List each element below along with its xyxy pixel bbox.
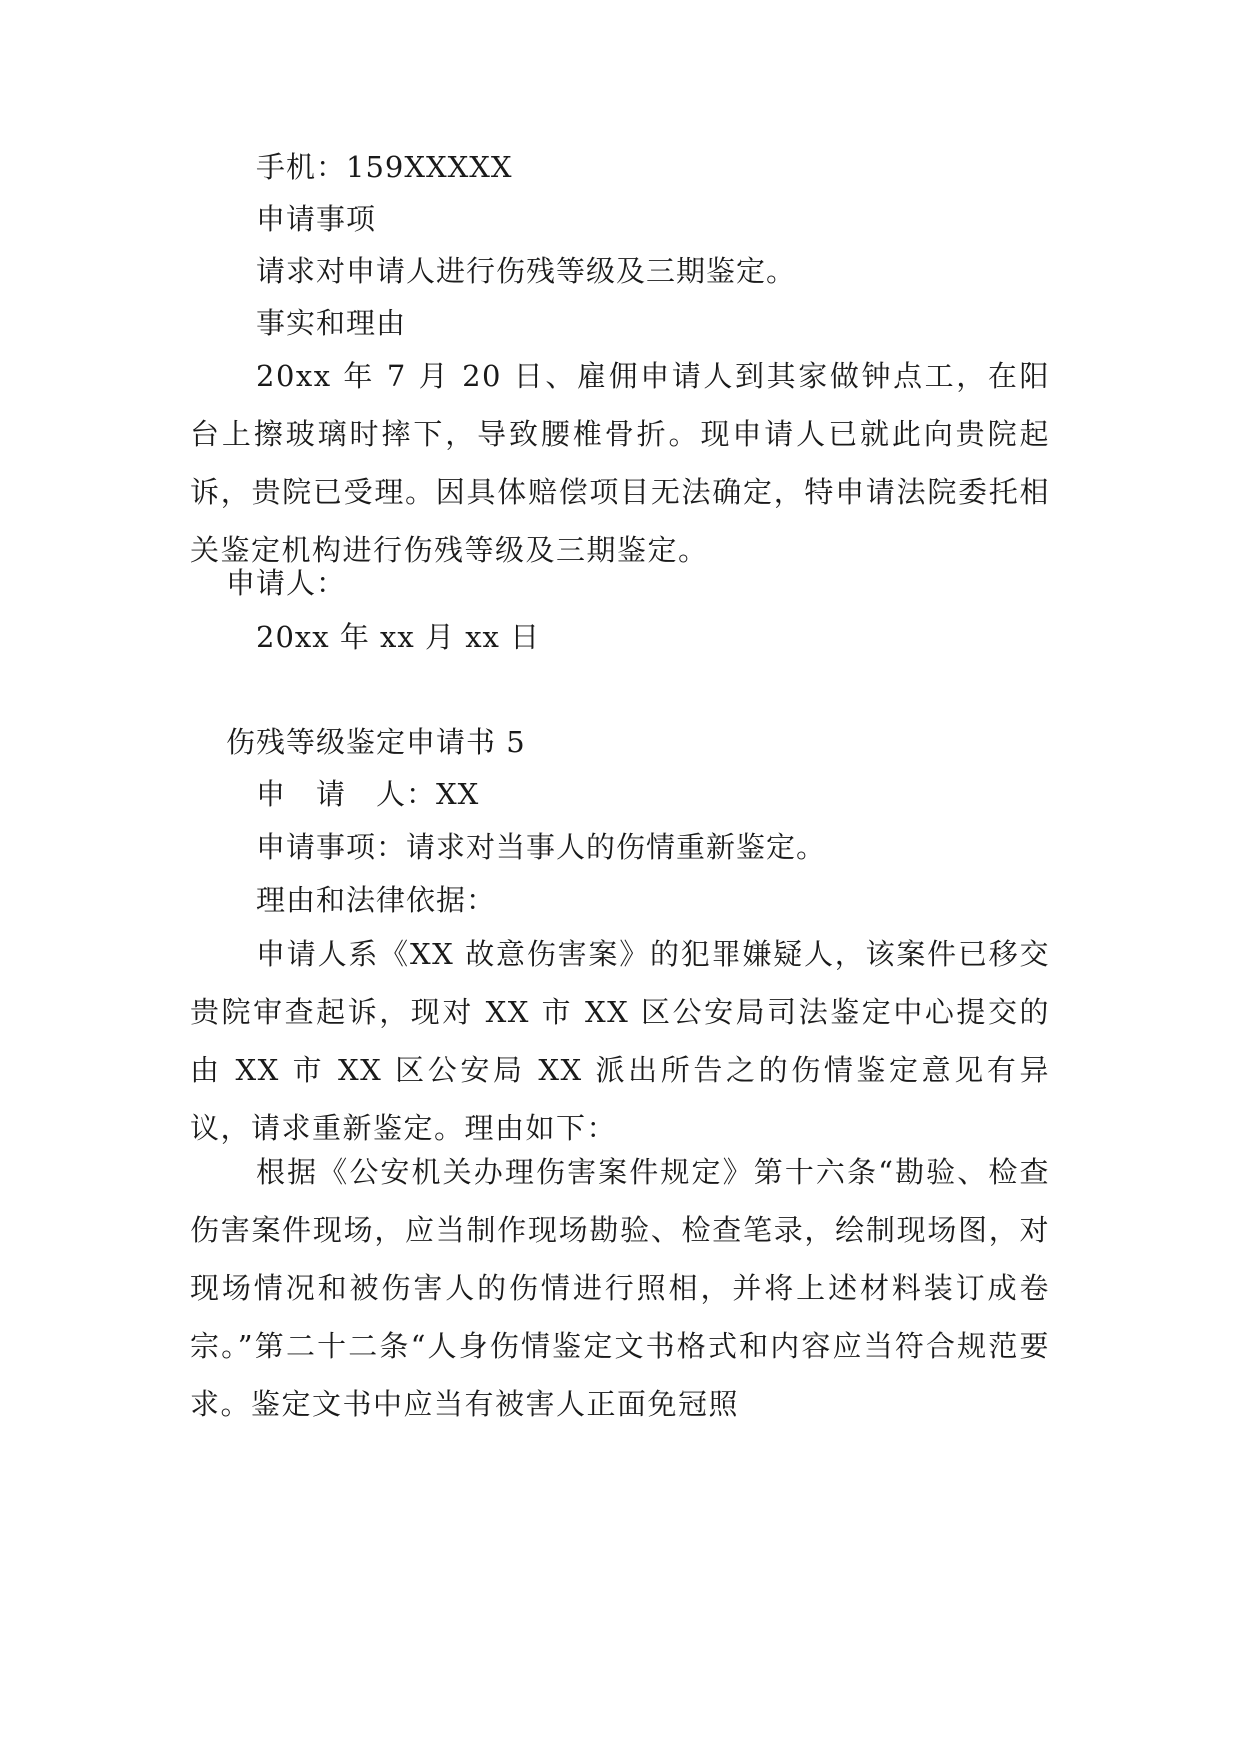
- phone-line: 手机：159XXXXX: [256, 150, 513, 184]
- applicant-label: 申请人：: [226, 566, 347, 600]
- request-heading: 申请事项: [256, 202, 377, 236]
- date-line: 20xx 年 xx 月 xx 日: [256, 620, 541, 654]
- request-text: 请求对申请人进行伤残等级及三期鉴定。: [256, 254, 797, 288]
- section-title: 伤残等级鉴定申请书 5: [226, 725, 526, 759]
- applicant-line: 申 请 人：XX: [256, 777, 480, 811]
- request-line: 申请事项：请求对当事人的伤情重新鉴定。: [256, 830, 827, 864]
- reason-paragraph-1: 申请人系《XX 故意伤害案》的犯罪嫌疑人，该案件已移交贵院审查起诉，现对 XX 市 XX 区公安局司法鉴定中心提交的由 XX 市 XX 区公安局 XX 派出所告之的伤情鉴定意见有异议，请求重新鉴定。理由如下：: [190, 937, 1050, 1145]
- reason-paragraph-2: 根据《公安机关办理伤害案件规定》第十六条“勘验、检查伤害案件现场，应当制作现场勘验、检查笔录，绘制现场图，对现场情况和被伤害人的伤情进行照相，并将上述材料装订成卷宗。”第二十二条“人身伤情鉴定文书格式和内容应当符合规范要求。鉴定文书中应当有被害人正面免冠照: [190, 1155, 1050, 1421]
- facts-paragraph: 20xx 年 7 月 20 日、雇佣申请人到其家做钟点工，在阳台上擦玻璃时摔下，导致腰椎骨折。现申请人已就此向贵院起诉，贵院已受理。因具体赔偿项目无法确定，特申请法院委托相关鉴定机构进行伤残等级及三期鉴定。: [190, 359, 1050, 567]
- facts-heading: 事实和理由: [256, 306, 407, 340]
- reason-heading: 理由和法律依据：: [256, 883, 497, 917]
